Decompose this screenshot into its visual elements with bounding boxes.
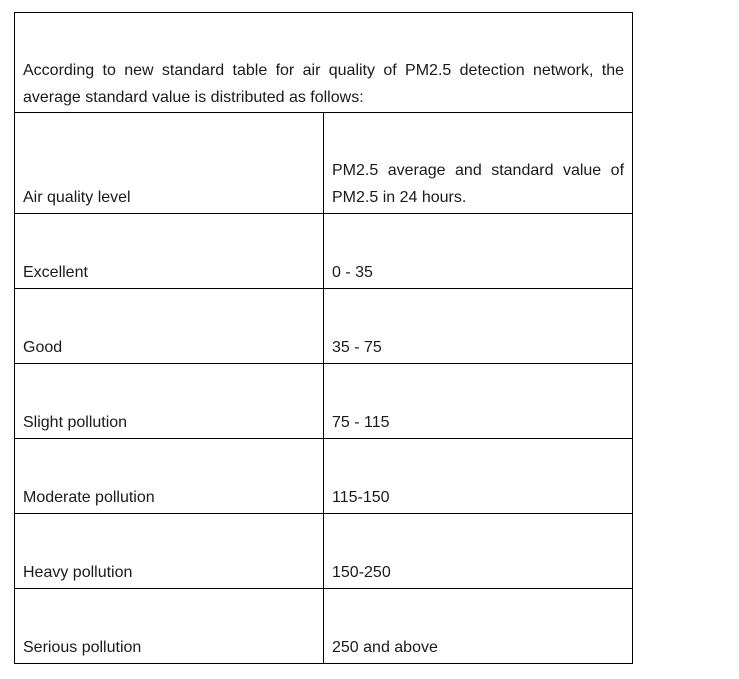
intro-text: According to new standard table for air quality of PM2.5 detection network, the average standard value is distributed as follows: <box>15 13 633 113</box>
table-row <box>15 439 633 514</box>
level-cell: Serious pollution <box>15 589 324 664</box>
table-header-row <box>15 113 633 214</box>
table-row <box>15 289 633 364</box>
value-cell: 75 - 115 <box>324 364 633 439</box>
value-cell: 115-150 <box>324 439 633 514</box>
air-quality-table <box>14 12 633 664</box>
value-cell: 35 - 75 <box>324 289 633 364</box>
level-cell: Excellent <box>15 214 324 289</box>
value-cell: 150-250 <box>324 514 633 589</box>
table-row <box>15 214 633 289</box>
table-row <box>15 589 633 664</box>
header-level-cell: Air quality level <box>15 113 324 214</box>
value-cell: 250 and above <box>324 589 633 664</box>
value-cell: 0 - 35 <box>324 214 633 289</box>
level-cell: Heavy pollution <box>15 514 324 589</box>
level-cell: Slight pollution <box>15 364 324 439</box>
level-cell: Good <box>15 289 324 364</box>
intro-row <box>15 13 633 113</box>
table-row <box>15 514 633 589</box>
level-cell: Moderate pollution <box>15 439 324 514</box>
table-row <box>15 364 633 439</box>
header-value-cell: PM2.5 average and standard value of PM2.5 in 24 hours. <box>324 113 633 214</box>
